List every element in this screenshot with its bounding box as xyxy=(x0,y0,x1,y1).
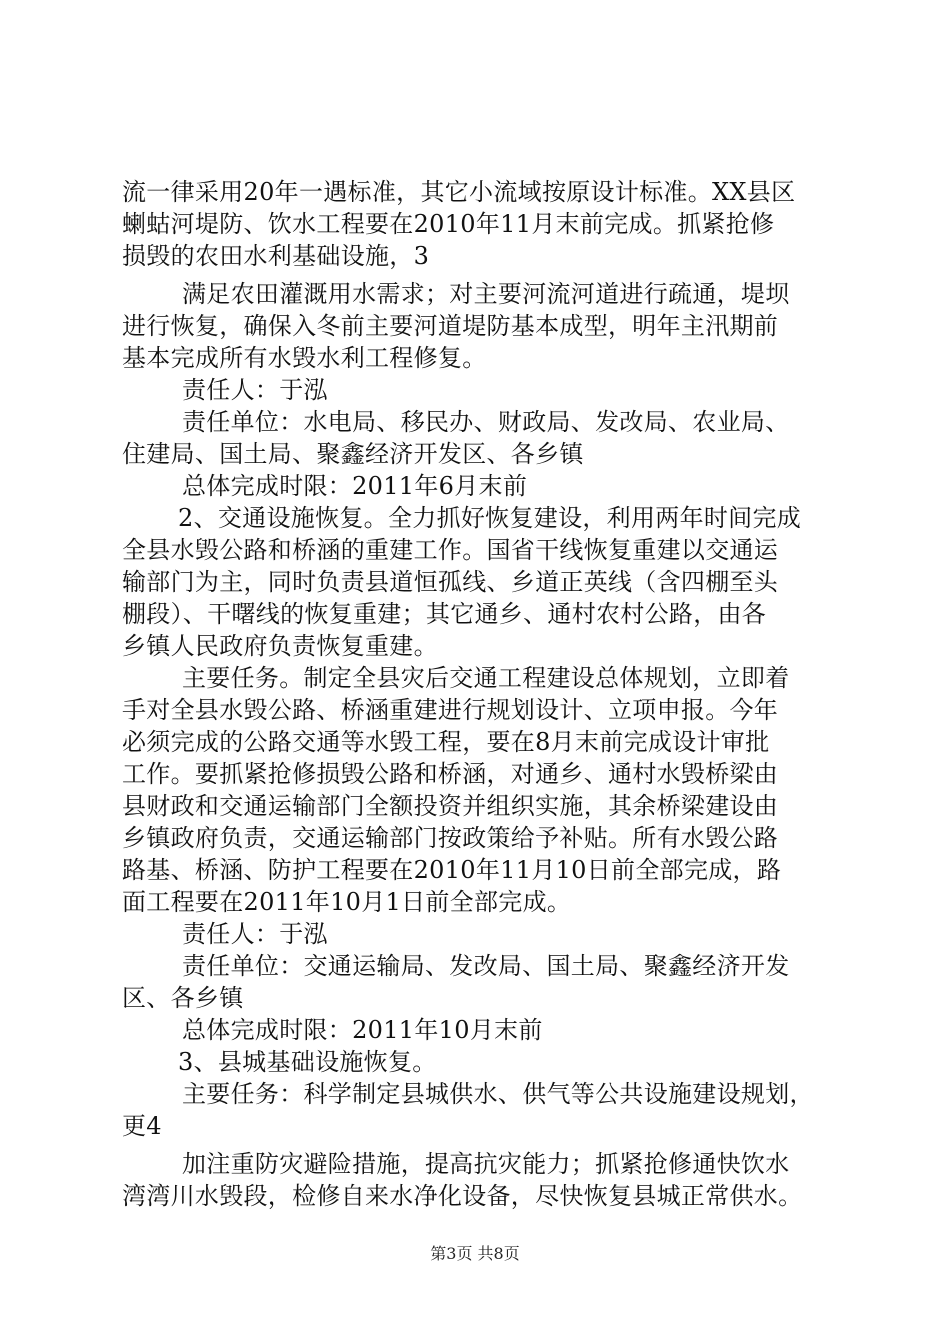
text-line: 工作。要抓紧抢修损毁公路和桥涵，对通乡、通村水毁桥梁由 xyxy=(122,760,779,788)
text-line: 路基、桥涵、防护工程要在2010年11月10日前全部完成，路 xyxy=(122,856,782,884)
text-line: 更4 xyxy=(122,1112,162,1140)
text-line: 责任人：于泓 xyxy=(182,376,328,404)
text-line: 加注重防灾避险措施，提高抗灾能力；抓紧抢修通快饮水 xyxy=(182,1150,790,1178)
text-line: 棚段）、干曙线的恢复重建；其它通乡、通村农村公路，由各 xyxy=(122,600,767,628)
text-line: 手对全县水毁公路、桥涵重建进行规划设计、立项申报。今年 xyxy=(122,696,779,724)
text-line: 输部门为主，同时负责县道恒孤线、乡道正英线（含四棚至头 xyxy=(122,568,779,596)
text-line: 责任单位：交通运输局、发改局、国土局、聚鑫经济开发 xyxy=(182,952,790,980)
text-line: 乡镇人民政府负责恢复重建。 xyxy=(122,632,438,660)
text-line: 基本完成所有水毁水利工程修复。 xyxy=(122,344,487,372)
text-line: 湾湾川水毁段，检修自来水净化设备，尽快恢复县城正常供水。 xyxy=(122,1182,803,1210)
text-line: 全县水毁公路和桥涵的重建工作。国省干线恢复重建以交通运 xyxy=(122,536,779,564)
text-line: 责任单位：水电局、移民办、财政局、发改局、农业局、 xyxy=(182,408,790,436)
text-line: 县财政和交通运输部门全额投资并组织实施，其余桥梁建设由 xyxy=(122,792,779,820)
text-line: 3、县城基础设施恢复。 xyxy=(178,1048,437,1076)
document-body xyxy=(122,176,842,1212)
text-line: 区、各乡镇 xyxy=(122,984,244,1012)
text-line: 住建局、国土局、聚鑫经济开发区、各乡镇 xyxy=(122,440,584,468)
text-line: 损毁的农田水利基础设施，3 xyxy=(122,242,430,270)
text-line: 2、交通设施恢复。全力抓好恢复建设，利用两年时间完成 xyxy=(178,504,802,532)
text-line: 乡镇政府负责，交通运输部门按政策给予补贴。所有水毁公路 xyxy=(122,824,779,852)
text-line: 总体完成时限：2011年10月末前 xyxy=(182,1016,543,1044)
text-line: 责任人：于泓 xyxy=(182,920,328,948)
text-line: 进行恢复，确保入冬前主要河道堤防基本成型，明年主汛期前 xyxy=(122,312,779,340)
text-line: 主要任务：科学制定县城供水、供气等公共设施建设规划， xyxy=(182,1080,814,1108)
text-line: 总体完成时限：2011年6月末前 xyxy=(182,472,528,500)
text-line: 满足农田灌溉用水需求；对主要河流河道进行疏通，堤坝 xyxy=(182,280,790,308)
page-number-footer: 第3页 共8页 xyxy=(430,1244,520,1263)
text-line: 必须完成的公路交通等水毁工程，要在8月末前完成设计审批 xyxy=(122,728,770,756)
text-line: 主要任务。制定全县灾后交通工程建设总体规划，立即着 xyxy=(182,664,790,692)
text-line: 蝲蛄河堤防、饮水工程要在2010年11月末前完成。抓紧抢修 xyxy=(122,210,775,238)
text-line: 流一律采用20年一遇标准，其它小流域按原设计标准。XX县区 xyxy=(122,178,796,206)
text-line: 面工程要在2011年10月1日前全部完成。 xyxy=(122,888,572,916)
